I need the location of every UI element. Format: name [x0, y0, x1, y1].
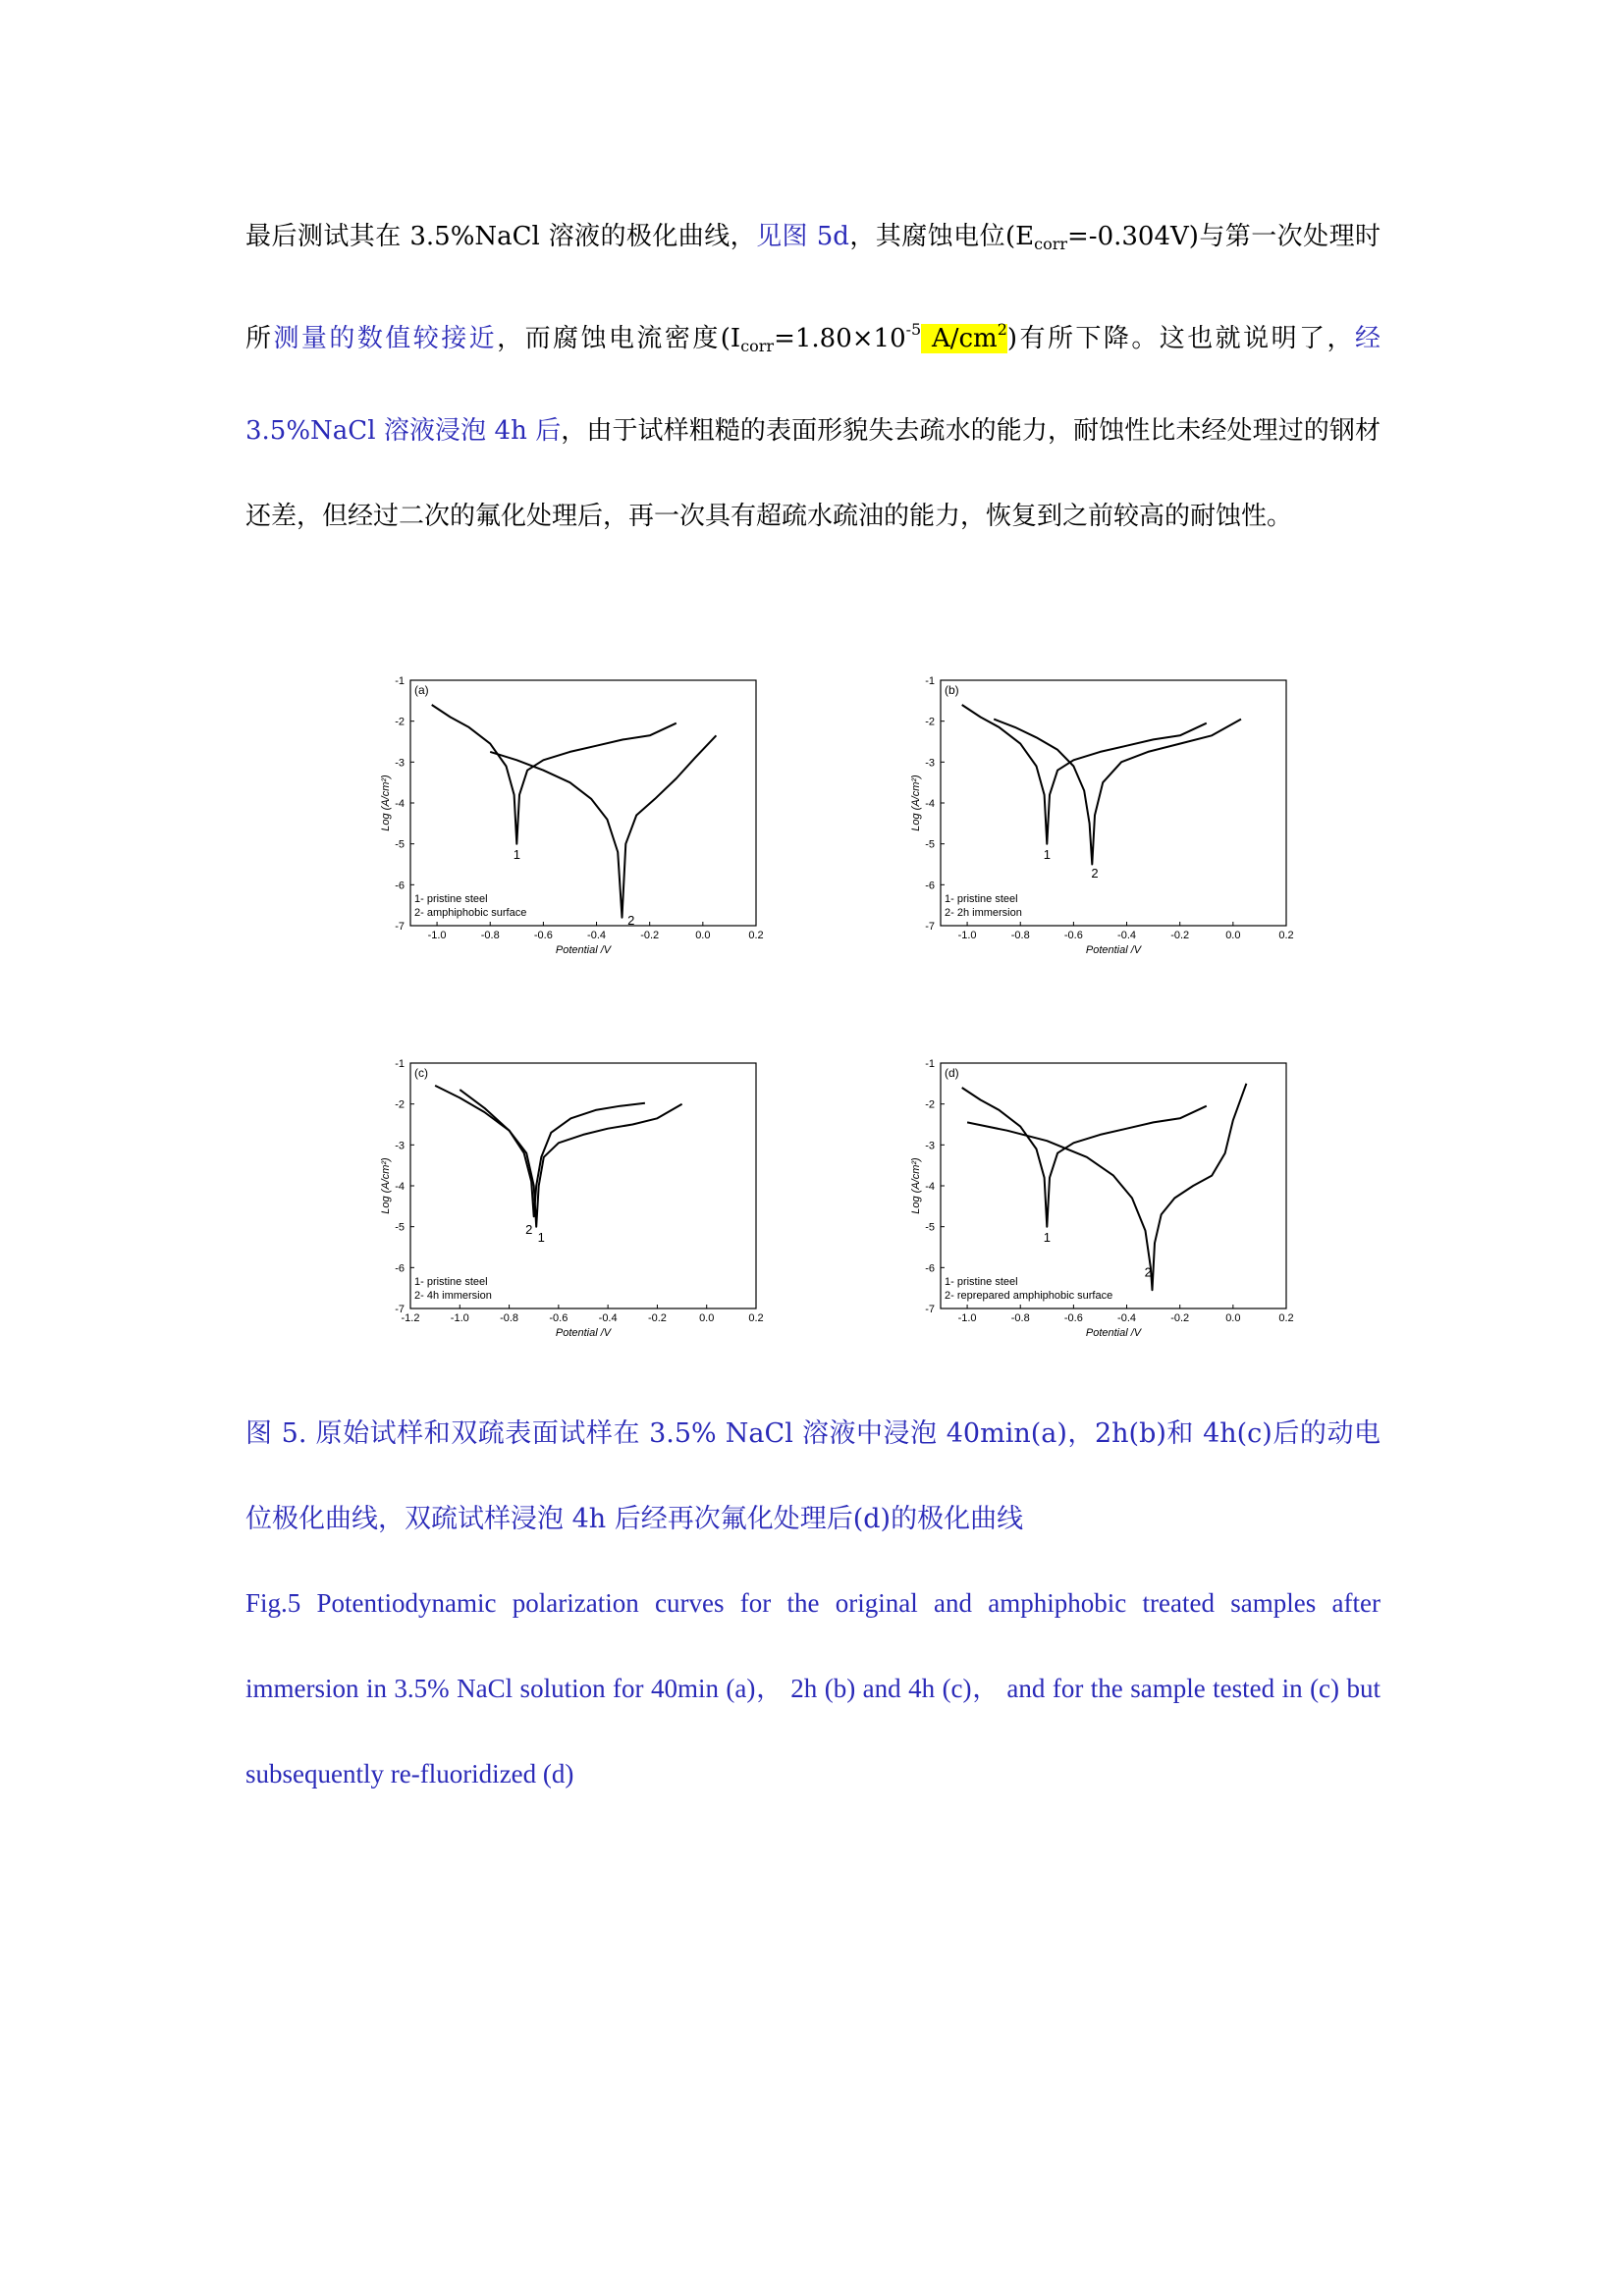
x-axis-title: Potential /V	[1085, 944, 1142, 956]
x-tick-label: 0.0	[695, 930, 711, 941]
x-tick-label: -0.8	[500, 1312, 519, 1324]
y-axis-title: Log (A/cm²)	[380, 774, 392, 831]
y-tick-label: -2	[925, 1098, 935, 1111]
legend-entry: 1- pristine steel	[945, 893, 1018, 905]
plot-frame	[410, 680, 756, 926]
highlighted-unit	[921, 320, 1007, 353]
panel-label: (c)	[414, 1066, 428, 1080]
paragraph-text: 最后测试其在 3.5%NaCl 溶液的极化曲线，	[245, 222, 757, 251]
x-tick-label: -1.0	[427, 930, 447, 941]
x-tick-label: -0.8	[1010, 1312, 1030, 1324]
y-tick-label: -7	[925, 921, 935, 933]
paragraph-text: ，而腐蚀电流密度(I	[497, 324, 741, 353]
chart-panel-b	[893, 667, 1306, 982]
x-tick-label: -0.8	[1010, 930, 1030, 941]
series-line-2	[490, 735, 716, 917]
y-tick-label: -5	[925, 838, 935, 851]
paragraph-text: ，其腐蚀电位(E	[848, 222, 1035, 251]
x-tick-label: 0.0	[699, 1312, 715, 1324]
x-tick-label: -0.6	[549, 1312, 568, 1324]
x-tick-label: -0.6	[1063, 930, 1083, 941]
y-axis-title: Log (A/cm²)	[380, 1157, 392, 1214]
y-tick-label: -1	[925, 675, 935, 687]
curve-label: 1	[537, 1230, 545, 1246]
x-tick-label: -0.6	[533, 930, 553, 941]
x-tick-label: -0.6	[1063, 1312, 1083, 1324]
x-tick-label: -1.0	[957, 1312, 977, 1324]
y-axis-title: Log (A/cm²)	[910, 774, 922, 831]
unit-text: A/cm	[921, 324, 998, 353]
y-tick-label: -3	[395, 1140, 405, 1152]
x-tick-label: -0.2	[1170, 930, 1190, 941]
paragraph-text: =-0.304V)与第一次处理时所	[245, 222, 1381, 353]
curve-label: 2	[525, 1221, 533, 1237]
x-tick-label: 0.2	[1278, 930, 1294, 941]
paragraph-text: ，由于试样粗糙的表面形貌失去疏水的能力，耐蚀性比未经处理过的钢材还差，但经过二次的氟化处理后，再一次具有超疏水疏油的能力，恢复到之前较高的耐蚀性。	[245, 416, 1380, 531]
y-tick-label: -6	[395, 1262, 405, 1275]
x-axis-title: Potential /V	[1085, 1327, 1142, 1339]
figure-reference: 见图 5d	[756, 222, 849, 251]
curve-label: 1	[513, 847, 520, 863]
x-tick-label: -0.4	[1117, 930, 1137, 941]
y-tick-label: -4	[395, 798, 405, 810]
y-tick-label: -4	[395, 1181, 405, 1193]
y-tick-label: -7	[395, 921, 405, 933]
series-line-1	[962, 705, 1207, 844]
curve-label: 2	[627, 912, 635, 928]
chart-panel-a	[363, 667, 776, 982]
x-tick-label: -0.4	[1117, 1312, 1137, 1324]
legend-entry: 1- pristine steel	[945, 1276, 1018, 1288]
y-tick-label: -5	[395, 838, 405, 851]
superscript-exponent: -5	[905, 320, 922, 339]
y-axis-title: Log (A/cm²)	[910, 1157, 922, 1214]
x-tick-label: -0.2	[1170, 1312, 1190, 1324]
x-tick-label: -1.2	[401, 1312, 420, 1324]
x-tick-label: 0.0	[1225, 930, 1241, 941]
panel-label: (b)	[945, 683, 959, 697]
y-tick-label: -6	[395, 880, 405, 892]
y-tick-label: -7	[395, 1304, 405, 1315]
series-line-1	[435, 1086, 681, 1227]
x-axis-title: Potential /V	[555, 944, 612, 956]
y-tick-label: -4	[925, 1181, 935, 1193]
paragraph-text: )有所下降。这也就说明了，	[1006, 324, 1355, 353]
legend-entry: 2- 4h immersion	[414, 1290, 492, 1302]
y-tick-label: -3	[925, 1140, 935, 1152]
x-tick-label: 0.2	[748, 1312, 764, 1324]
figure-caption-chinese: 图 5. 原始试样和双疏表面试样在 3.5% NaCl 溶液中浸泡 40min(a)，2h(b)和 4h(c)后的动电位极化曲线，双疏试样浸泡 4h 后经再次氟化处理后(d)的极化曲线	[245, 1418, 1380, 1534]
series-line-2	[460, 1090, 645, 1216]
x-tick-label: -0.2	[640, 930, 660, 941]
y-tick-label: -1	[395, 675, 405, 687]
x-tick-label: -1.0	[450, 1312, 469, 1324]
highlighted-phrase: 测量的数值较接近	[273, 324, 498, 353]
y-tick-label: -6	[925, 1262, 935, 1275]
x-tick-label: 0.2	[1278, 1312, 1294, 1324]
y-tick-label: -3	[395, 757, 405, 770]
legend-entry: 1- pristine steel	[414, 893, 488, 905]
y-tick-label: -3	[925, 757, 935, 770]
x-tick-label: -1.0	[957, 930, 977, 941]
plot-frame	[941, 680, 1286, 926]
y-tick-label: -7	[925, 1304, 935, 1315]
x-tick-label: 0.0	[1225, 1312, 1241, 1324]
y-tick-label: -2	[395, 716, 405, 728]
x-axis-title: Potential /V	[555, 1327, 612, 1339]
plot-frame	[941, 1063, 1286, 1308]
superscript-2: 2	[997, 320, 1007, 339]
paragraph-text: =1.80×10	[774, 324, 906, 353]
x-tick-label: -0.8	[480, 930, 500, 941]
x-tick-label: -0.2	[647, 1312, 667, 1324]
subscript-corr: corr	[1034, 235, 1067, 253]
y-tick-label: -4	[925, 798, 935, 810]
curve-label: 1	[1043, 1230, 1051, 1246]
series-line-2	[967, 1084, 1246, 1290]
chart-panel-d	[893, 1050, 1306, 1364]
y-tick-label: -2	[395, 1098, 405, 1111]
curve-label: 1	[1043, 847, 1051, 863]
y-tick-label: -1	[925, 1058, 935, 1070]
x-tick-label: -0.4	[598, 1312, 618, 1324]
curve-label: 2	[1091, 865, 1099, 881]
y-tick-label: -1	[395, 1058, 405, 1070]
x-tick-label: 0.2	[748, 930, 764, 941]
series-line-1	[962, 1088, 1207, 1227]
x-tick-label: -0.4	[587, 930, 607, 941]
y-tick-label: -5	[925, 1221, 935, 1234]
y-tick-label: -6	[925, 880, 935, 892]
subscript-corr: corr	[740, 337, 775, 355]
body-paragraph	[245, 194, 1380, 560]
legend-entry: 2- 2h immersion	[945, 907, 1022, 919]
legend-entry: 2- amphiphobic surface	[414, 907, 527, 919]
chart-panel-c	[363, 1050, 776, 1364]
panel-label: (d)	[945, 1066, 959, 1080]
series-line-2	[994, 720, 1241, 865]
y-tick-label: -2	[925, 716, 935, 728]
y-tick-label: -5	[395, 1221, 405, 1234]
legend-entry: 2- reprepared amphiphobic surface	[945, 1290, 1113, 1302]
figure-caption-english: Fig.5 Potentiodynamic polarization curves for the original and amphiphobic treated samples after immersion in 3.5% NaCl solution for 40min (a)， 2h (b) and 4h (c)， and for the sample tested in (c) but subsequently re-fluoridized (d)	[245, 1588, 1380, 1789]
panel-label: (a)	[414, 683, 429, 697]
legend-entry: 1- pristine steel	[414, 1276, 488, 1288]
blue-phrase: 经 3.5%NaCl 溶液浸泡 4h 后	[245, 324, 1380, 446]
curve-label: 2	[1144, 1264, 1152, 1280]
